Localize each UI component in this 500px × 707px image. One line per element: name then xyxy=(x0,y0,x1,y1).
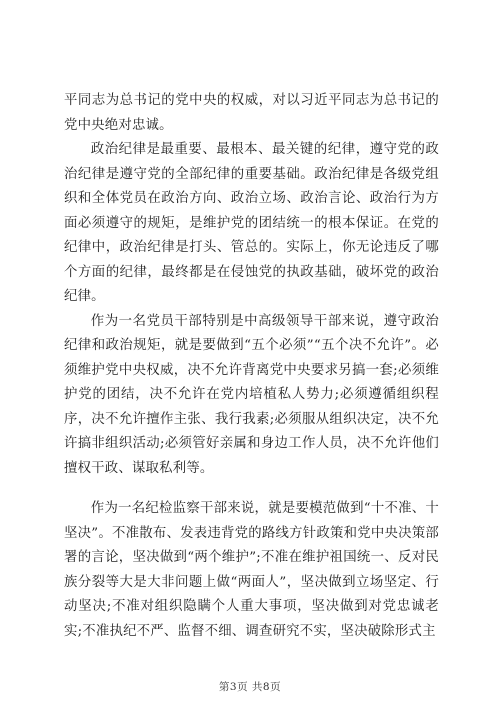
paragraph-party-cadre-requirements: 作为一名党员干部特别是中高级领导干部来说，遵守政治纪律和政治规矩，就是要做到“五个必须”“五个决不允许”。必须维护党中央权威，决不允许背离党中央要求另搞一套;必须维护党的团结，决不允许在党内培植私人势力;必须遵循组织程序，决不允许擅作主张、我行我素;必须服从组织决定，决不允许搞非组织活动;必须管好亲属和身边工作人员，决不允许他们擅权干政、谋取私利等。 xyxy=(64,313,439,476)
paragraph-continuation: 平同志为总书记的党中央的权威，对以习近平同志为总书记的党中央绝对忠诚。 xyxy=(64,93,439,133)
paragraph-political-discipline: 政治纪律是最重要、最根本、最关键的纪律，遵守党的政治纪律是遵守党的全部纪律的重要基础。政治纪律是各级党组织和全体党员在政治方向、政治立场、政治言论、政治行为方面必须遵守的规矩，是维护党的团结统一的根本保证。在党的纪律中，政治纪律是打头、管总的。实际上，你无论违反了哪个方面的纪律，最终都是在侵蚀党的执政基础，破坏党的政治纪律。 xyxy=(64,142,439,304)
document-body xyxy=(64,89,439,644)
page-number-footer: 第3页 共8页 xyxy=(218,681,282,693)
paragraph-inspection-cadre-requirements: 作为一名纪检监察干部来说，就是要模范做到“十不准、十坚决”。不准散布、发表违背党的路线方针政策和党中央决策部署的言论，坚决做到“两个维护”;不准在维护祖国统一、反对民族分裂等大是大非问题上做“两面人”，坚决做到立场坚定、行动坚决;不准对组织隐瞒个人重大事项，坚决做到对党忠诚老实;不准执纪不严、监督不细、调查研究不实，坚决破除形式主 xyxy=(64,501,439,639)
